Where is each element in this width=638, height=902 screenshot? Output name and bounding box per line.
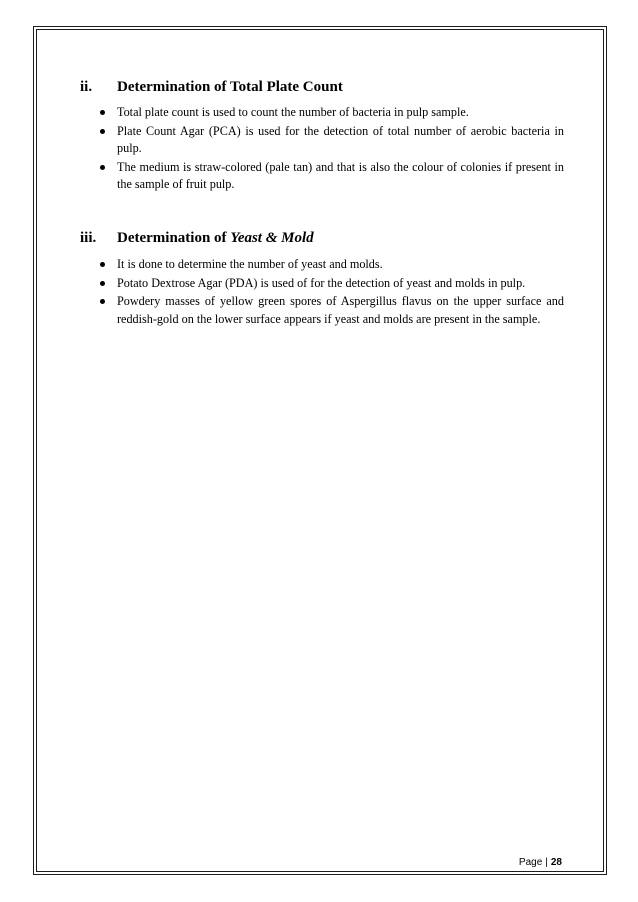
list-item-text: Powdery masses of yellow green spores of Aspergillus flavus on the upper surface and reddish-gold on the lower surface appears if yeast and molds are present in the sample. [117, 294, 564, 326]
list-item [92, 123, 564, 158]
list-item-text: It is done to determine the number of yeast and molds. [117, 257, 383, 271]
section-title-italic: Yeast & Mold [230, 230, 314, 246]
section-numeral: ii. [80, 79, 93, 95]
bullet-icon [100, 262, 105, 267]
list-item [92, 293, 564, 328]
section-title: Determination of [117, 230, 231, 246]
bullet-icon [100, 299, 105, 304]
list-item-text: Plate Count Agar (PCA) is used for the detection of total number of aerobic bacteria in pulp. [117, 123, 564, 155]
section-heading-yeast-mold [80, 230, 314, 247]
list-item [92, 275, 564, 293]
list-item-text: Potato Dextrose Agar (PDA) is used of for the detection of yeast and molds in pulp. [117, 275, 526, 290]
page-separator: | [545, 857, 548, 868]
bullet-list-total-plate-count [92, 104, 564, 195]
bullet-icon [100, 110, 105, 115]
page-number-footer [519, 857, 562, 868]
list-item-text: Total plate count is used to count the number of bacteria in pulp sample. [117, 105, 469, 119]
list-item [92, 256, 564, 274]
bullet-icon [100, 165, 105, 170]
list-item [92, 159, 564, 194]
bullet-list-yeast-mold [92, 256, 564, 329]
list-item [92, 104, 564, 122]
bullet-icon [100, 281, 105, 286]
section-numeral: iii. [80, 230, 97, 246]
page-number: 28 [550, 857, 562, 868]
bullet-icon [100, 129, 105, 134]
page-label: Page [518, 857, 543, 868]
section-title: Determination of Total Plate Count [117, 79, 343, 95]
section-heading-total-plate-count [80, 79, 343, 96]
list-item-text: The medium is straw-colored (pale tan) and that is also the colour of colonies if present in the sample of fruit pulp. [117, 159, 564, 191]
